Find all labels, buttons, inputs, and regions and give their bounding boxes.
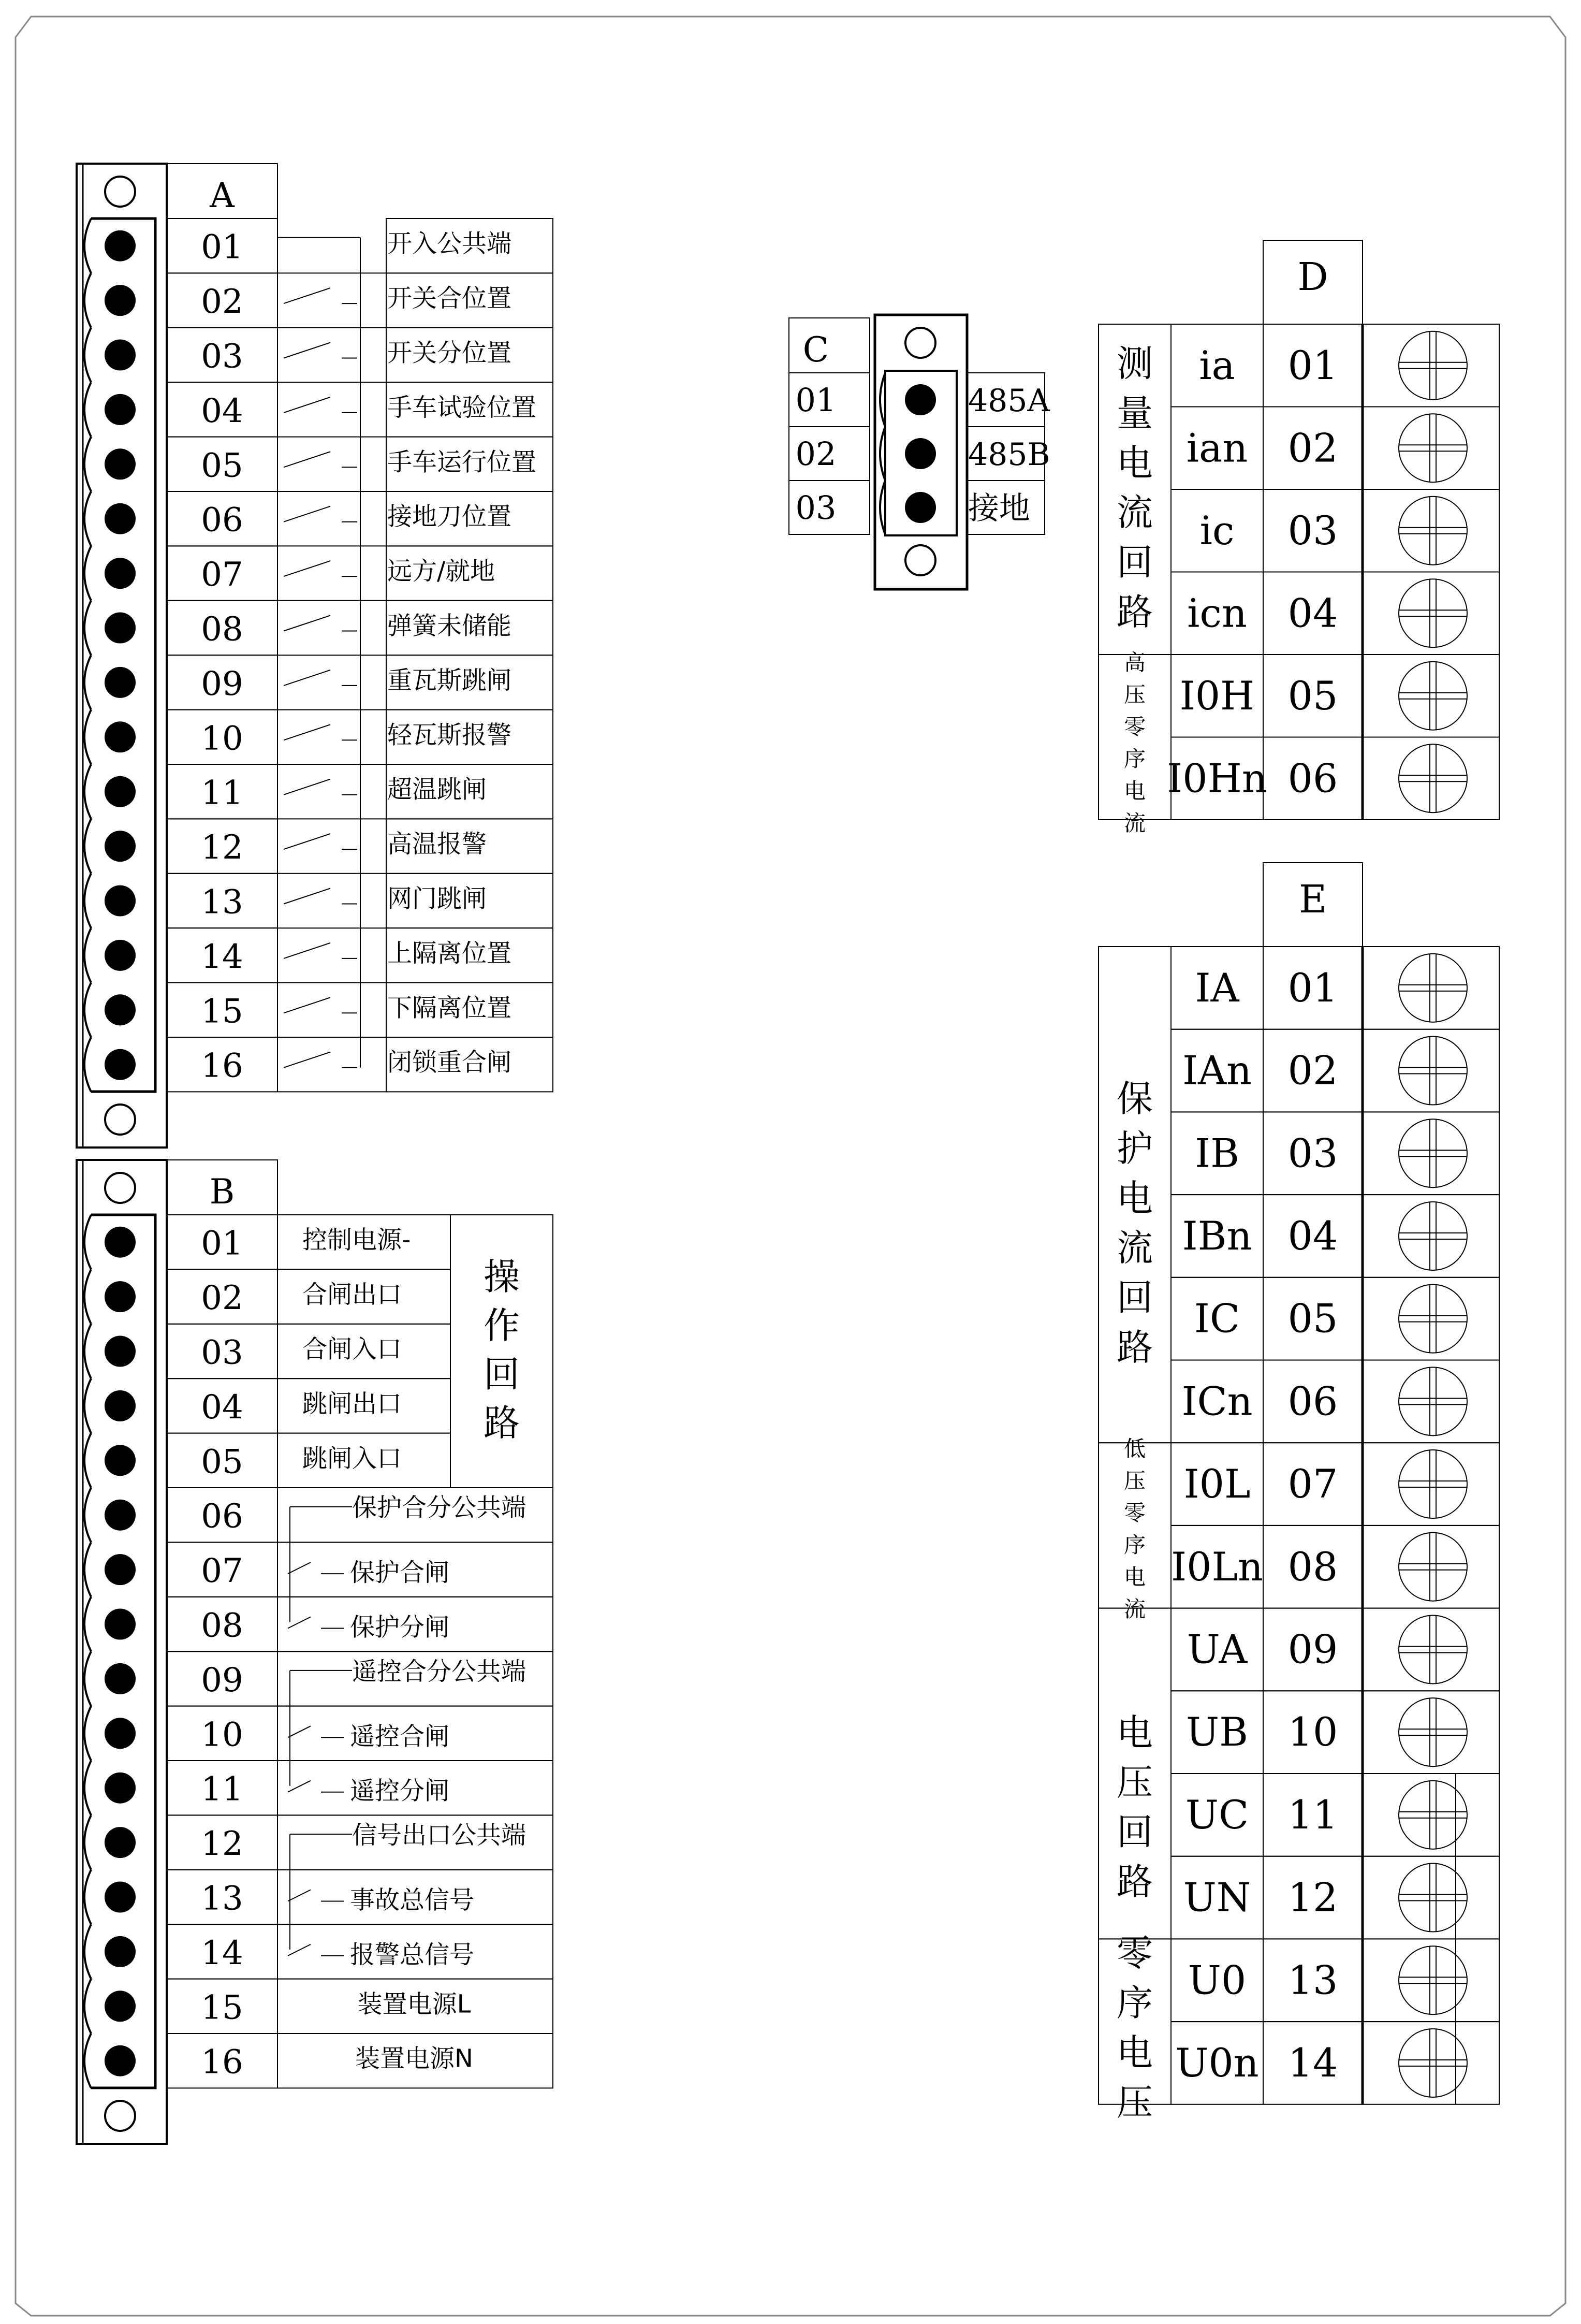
terminal-pin-icon [105,448,136,480]
operation-circuit-label: 路 [484,1402,520,1444]
terminal-b-number: 16 [201,2043,243,2082]
lv-zero-sequence-current-label: 零 [1123,1500,1146,1526]
screw-terminal-icon [1399,954,1467,1022]
terminal-a-label: 远方/就地 [387,557,495,586]
terminal-a-number: 15 [201,992,243,1031]
terminal-e-number: 04 [1287,1212,1338,1259]
screw-terminal-icon [1399,1615,1467,1683]
mount-hole-icon [105,1105,135,1135]
connector-scallop [84,1324,91,1378]
terminal-d-signal: I0Hn [1167,755,1267,802]
connector-scallop [84,1433,91,1488]
connector-scallop [84,1979,91,2034]
switch-contact-icon [284,343,357,358]
connector-scallop [84,1870,91,1924]
terminal-b-header: B [209,1172,235,1212]
terminal-a-label: 手车运行位置 [387,447,537,477]
switch-contact-icon [284,561,357,576]
screw-terminal-icon [1399,1285,1467,1353]
terminal-pin-icon [105,1554,136,1585]
terminal-b-label: 遥控合闸 [350,1722,450,1751]
terminal-a-number: 11 [201,774,243,812]
switch-contact-icon [284,616,357,631]
screw-terminal-icon [1399,1698,1467,1766]
screw-terminal-icon [1399,1119,1467,1187]
terminal-e-signal: IB [1195,1130,1239,1176]
terminal-e-signal: UA [1187,1626,1248,1673]
terminal-a-number: 14 [201,937,243,976]
screw-terminal-icon [1399,2029,1467,2097]
terminal-a-label: 接地刀位置 [387,502,512,531]
measurement-current-circuit-label: 流 [1117,491,1153,534]
terminal-e-number: 10 [1287,1709,1338,1755]
voltage-circuit-label: 路 [1117,1861,1153,1903]
terminal-b-number: 08 [201,1606,243,1645]
terminal-e-signal: I0L [1183,1461,1251,1507]
connector-scallop [84,983,91,1037]
protection-current-circuit-label: 保 [1117,1078,1153,1120]
terminal-e-number: 09 [1287,1626,1338,1673]
switch-contact-icon [284,997,357,1013]
switch-contact-icon [284,452,357,467]
hv-zero-sequence-current-label: 高 [1123,650,1146,675]
terminal-a-number: 04 [201,391,243,430]
terminal-b-label: 保护分闸 [350,1613,450,1642]
terminal-b-label: 跳闸入口 [302,1444,402,1473]
hv-zero-sequence-current-label: 零 [1123,714,1146,739]
terminal-d-signal: ic [1199,507,1235,554]
connector-scallop [84,382,91,437]
terminal-d-signal: I0H [1179,672,1255,719]
terminal-block-d [1099,240,1499,836]
connector-scallop [84,1706,91,1761]
terminal-e-signal: U0 [1188,1957,1247,2003]
terminal-a-number: 12 [201,829,243,867]
terminal-e-number: 13 [1287,1957,1338,2003]
terminal-e-signal: UN [1183,1874,1251,1921]
terminal-pin-icon [105,1991,136,2022]
terminal-pin-icon [105,1718,136,1749]
screw-terminal-icon [1399,1946,1467,2014]
terminal-e-number: 06 [1287,1378,1338,1425]
terminal-c-label: 485A [968,383,1050,419]
switch-contact-icon [284,834,357,849]
terminal-pin-icon [105,1049,136,1080]
hv-zero-sequence-current-label: 序 [1123,746,1146,772]
terminal-a-number: 05 [201,446,243,485]
terminal-pin-icon [105,1827,136,1858]
terminal-c-header: C [802,330,829,370]
terminal-pin-icon [105,667,136,698]
measurement-current-circuit-label: 测 [1117,342,1153,385]
switch-contact-icon [284,779,357,795]
terminal-a-label: 轻瓦斯报警 [387,720,512,750]
terminal-e-number: 12 [1287,1874,1338,1921]
terminal-e-signal: ICn [1181,1378,1253,1425]
lv-zero-sequence-current-label: 序 [1123,1532,1146,1558]
terminal-b-label: 跳闸出口 [302,1389,402,1418]
mount-hole-icon [905,328,935,358]
switch-contact-icon [284,397,357,413]
connector-scallop [84,1651,91,1706]
terminal-pin-icon [105,394,136,425]
terminal-block-c [789,315,1050,589]
terminal-b-label: 事故总信号 [350,1885,475,1915]
connector-scallop [84,328,91,382]
screw-terminal-icon [1399,579,1467,647]
connector-scallop [84,1924,91,1979]
terminal-b-number: 03 [201,1333,243,1372]
zero-sequence-voltage-label: 序 [1117,1982,1153,2024]
terminal-e-signal: I0Ln [1171,1543,1263,1590]
terminal-c-label: 485B [968,437,1050,473]
terminal-e-number: 03 [1287,1130,1338,1176]
terminal-b-number: 05 [201,1443,243,1481]
terminal-e-signal: IC [1194,1295,1240,1342]
connector-scallop [84,1269,91,1324]
terminal-b-number: 15 [201,1988,243,2027]
terminal-pin-icon [105,1609,136,1640]
terminal-a-label: 下隔离位置 [387,993,512,1023]
terminal-pin-icon [105,1390,136,1421]
terminal-d-number: 06 [1287,755,1338,802]
terminal-pin-icon [905,438,936,469]
switch-contact-icon [284,889,357,904]
terminal-a-number: 09 [201,664,243,703]
terminal-pin-icon [105,340,136,371]
terminal-a-label: 网门跳闸 [387,884,487,913]
measurement-current-circuit-label: 电 [1117,442,1153,484]
terminal-pin-icon [105,1336,136,1367]
connector-scallop [84,1037,91,1092]
terminal-e-number: 05 [1287,1295,1338,1342]
terminal-e-number: 07 [1287,1461,1338,1507]
terminal-pin-icon [105,940,136,971]
terminal-a-label: 闭锁重合闸 [387,1048,512,1077]
terminal-d-number: 04 [1287,590,1338,636]
terminal-a-number: 03 [201,337,243,376]
terminal-c-number: 02 [795,435,837,473]
terminal-b-label: 保护合闸 [350,1558,450,1588]
terminal-e-signal: IAn [1182,1047,1252,1094]
switch-contact-icon [284,506,357,522]
terminal-a-number: 08 [201,610,243,649]
terminal-b-label: 合闸入口 [302,1334,402,1364]
connector-scallop [84,601,91,655]
mount-hole-icon [105,1173,135,1203]
terminal-pin-icon [105,2045,136,2076]
operation-circuit-label: 操 [484,1256,520,1298]
connector-scallop [84,764,91,819]
terminal-a-label: 重瓦斯跳闸 [387,665,512,695]
measurement-current-circuit-label: 回 [1117,541,1153,584]
connector-scallop [84,491,91,546]
terminal-b-number: 12 [201,1825,243,1864]
terminal-d-signal: icn [1187,590,1247,636]
connector-scallop [84,874,91,928]
terminal-pin-icon [105,1281,136,1312]
screw-terminal-icon [1399,1037,1467,1105]
screw-terminal-icon [1399,744,1467,812]
terminal-pin-icon [105,503,136,534]
terminal-block-a [77,164,553,1148]
connector-scallop [84,928,91,982]
terminal-b-number: 09 [201,1661,243,1700]
zero-sequence-voltage-label: 压 [1117,2081,1153,2124]
switch-contact-icon [284,1052,357,1068]
lv-zero-sequence-current-label: 流 [1123,1596,1146,1622]
terminal-pin-icon [105,1936,136,1967]
connector-scallop [84,1215,91,1269]
terminal-a-header: A [210,176,235,215]
connector-scallop [84,1378,91,1433]
terminal-e-signal: IBn [1182,1212,1252,1259]
terminal-pin-icon [105,1500,136,1531]
voltage-circuit-label: 电 [1117,1711,1153,1754]
terminal-b-label: 报警总信号 [350,1940,475,1969]
switch-contact-icon [284,943,357,958]
connector-scallop [84,1542,91,1596]
terminal-block-b [77,1160,553,2144]
connector-scallop [84,1815,91,1869]
terminal-pin-icon [105,1663,136,1694]
terminal-e-number: 11 [1287,1791,1338,1838]
terminal-b-label: 保护合分公共端 [352,1493,526,1522]
terminal-a-number: 10 [201,719,243,758]
terminal-d-number: 05 [1287,672,1338,719]
terminal-c-label: 接地 [968,490,1030,527]
lv-zero-sequence-current-label: 低 [1123,1436,1146,1461]
terminal-d-number: 02 [1287,425,1338,471]
switch-contact-icon [284,288,357,303]
terminal-b-number: 13 [201,1879,243,1918]
terminal-pin-icon [105,558,136,589]
terminal-a-number: 07 [201,556,243,594]
screw-terminal-icon [1399,497,1467,565]
mount-hole-icon [105,2101,135,2131]
protection-current-circuit-label: 电 [1117,1177,1153,1219]
mount-hole-icon [905,545,935,575]
terminal-b-number: 07 [201,1552,243,1591]
switch-contact-icon [284,724,357,740]
terminal-b-label: 信号出口公共端 [352,1821,526,1850]
terminal-b-number: 11 [201,1770,243,1809]
protection-current-circuit-label: 路 [1117,1326,1153,1369]
protection-current-circuit-label: 护 [1117,1127,1153,1170]
operation-circuit-label: 作 [484,1304,520,1347]
terminal-a-label: 开关分位置 [387,338,512,368]
terminal-b-number: 06 [201,1497,243,1536]
terminal-e-number: 01 [1287,964,1338,1011]
terminal-a-number: 16 [201,1047,243,1085]
terminal-pin-icon [105,1773,136,1804]
terminal-b-label: 合闸出口 [302,1280,402,1310]
terminal-c-number: 03 [795,489,837,527]
connector-scallop [84,819,91,873]
terminal-pin-icon [905,384,936,415]
terminal-a-number: 06 [201,501,243,540]
terminal-a-label: 超温跳闸 [387,775,487,804]
terminal-pin-icon [105,994,136,1025]
screw-terminal-icon [1399,414,1467,482]
terminal-b-number: 04 [201,1388,243,1427]
terminal-d-signal: ian [1186,425,1248,471]
terminal-a-number: 13 [201,883,243,922]
terminal-b-label: 遥控分闸 [350,1776,450,1806]
connector-scallop [84,710,91,764]
terminal-e-header: E [1298,877,1327,922]
connector-scallop [84,219,91,273]
zero-sequence-voltage-label: 电 [1117,2031,1153,2074]
terminal-pin-icon [105,1227,136,1258]
terminal-a-number: 01 [201,228,243,267]
connector-scallop [84,2034,91,2088]
terminal-e-signal: UC [1185,1791,1249,1838]
terminal-pin-icon [105,613,136,644]
terminal-d-number: 01 [1287,342,1338,388]
terminal-e-signal: U0n [1175,2039,1259,2086]
terminal-a-number: 02 [201,283,243,322]
connector-scallop [84,1488,91,1542]
screw-terminal-icon [1399,1533,1467,1601]
terminal-b-number: 02 [201,1279,243,1318]
lv-zero-sequence-current-label: 电 [1123,1564,1146,1590]
connector-scallop [84,273,91,327]
switch-contact-icon [284,670,357,686]
terminal-pin-icon [105,885,136,917]
voltage-circuit-label: 回 [1117,1811,1153,1853]
terminal-b-number: 01 [201,1224,243,1263]
terminal-a-label: 高温报警 [387,830,487,859]
voltage-circuit-label: 压 [1117,1761,1153,1804]
terminal-d-number: 03 [1287,507,1338,554]
terminal-block-e [1099,863,1499,2124]
mount-hole-icon [105,177,135,207]
screw-terminal-icon [1399,331,1467,400]
hv-zero-sequence-current-label: 压 [1123,682,1146,707]
screw-terminal-icon [1399,1450,1467,1518]
terminal-c-number: 01 [795,381,837,419]
terminal-pin-icon [105,831,136,862]
screw-terminal-icon [1399,1367,1467,1435]
protection-current-circuit-label: 流 [1117,1227,1153,1269]
connector-scallop [84,1761,91,1815]
terminal-b-label: 控制电源- [302,1225,411,1255]
terminal-e-number: 14 [1287,2039,1338,2086]
screw-terminal-icon [1399,1781,1467,1849]
terminal-b-label: 装置电源N [355,2044,473,2073]
terminal-a-label: 上隔离位置 [387,938,512,968]
terminal-pin-icon [105,721,136,752]
terminal-b-number: 10 [201,1716,243,1754]
terminal-d-header: D [1297,255,1328,299]
terminal-e-number: 02 [1287,1047,1338,1094]
screw-terminal-icon [1399,1864,1467,1932]
terminal-a-label: 弹簧未储能 [387,611,512,641]
terminal-pin-icon [105,285,136,316]
terminal-e-signal: UB [1186,1709,1248,1755]
terminal-pin-icon [105,776,136,807]
measurement-current-circuit-label: 量 [1117,392,1153,434]
terminal-pin-icon [105,230,136,262]
terminal-e-number: 08 [1287,1543,1338,1590]
screw-terminal-icon [1399,662,1467,730]
hv-zero-sequence-current-label: 电 [1123,778,1146,804]
connector-scallop [84,655,91,709]
screw-terminal-icon [1399,1202,1467,1270]
connector-scallop [84,437,91,491]
terminal-pin-icon [905,492,936,523]
operation-circuit-label: 回 [484,1353,520,1396]
terminal-b-label: 装置电源L [357,1989,471,2019]
connector-scallop [84,546,91,600]
terminal-a-label: 开入公共端 [387,229,512,258]
measurement-current-circuit-label: 路 [1117,591,1153,633]
terminal-pin-icon [105,1445,136,1476]
terminal-d-signal: ia [1199,342,1235,388]
terminal-pin-icon [105,1882,136,1913]
terminal-b-label: 遥控合分公共端 [352,1657,526,1686]
protection-current-circuit-label: 回 [1117,1276,1153,1319]
terminal-a-label: 开关合位置 [387,284,512,313]
terminal-e-signal: IA [1195,964,1239,1011]
zero-sequence-voltage-label: 零 [1117,1932,1153,1974]
hv-zero-sequence-current-label: 流 [1123,810,1146,836]
terminal-a-label: 手车试验位置 [387,393,537,422]
terminal-b-number: 14 [201,1934,243,1972]
lv-zero-sequence-current-label: 压 [1123,1468,1146,1493]
connector-scallop [84,1597,91,1651]
